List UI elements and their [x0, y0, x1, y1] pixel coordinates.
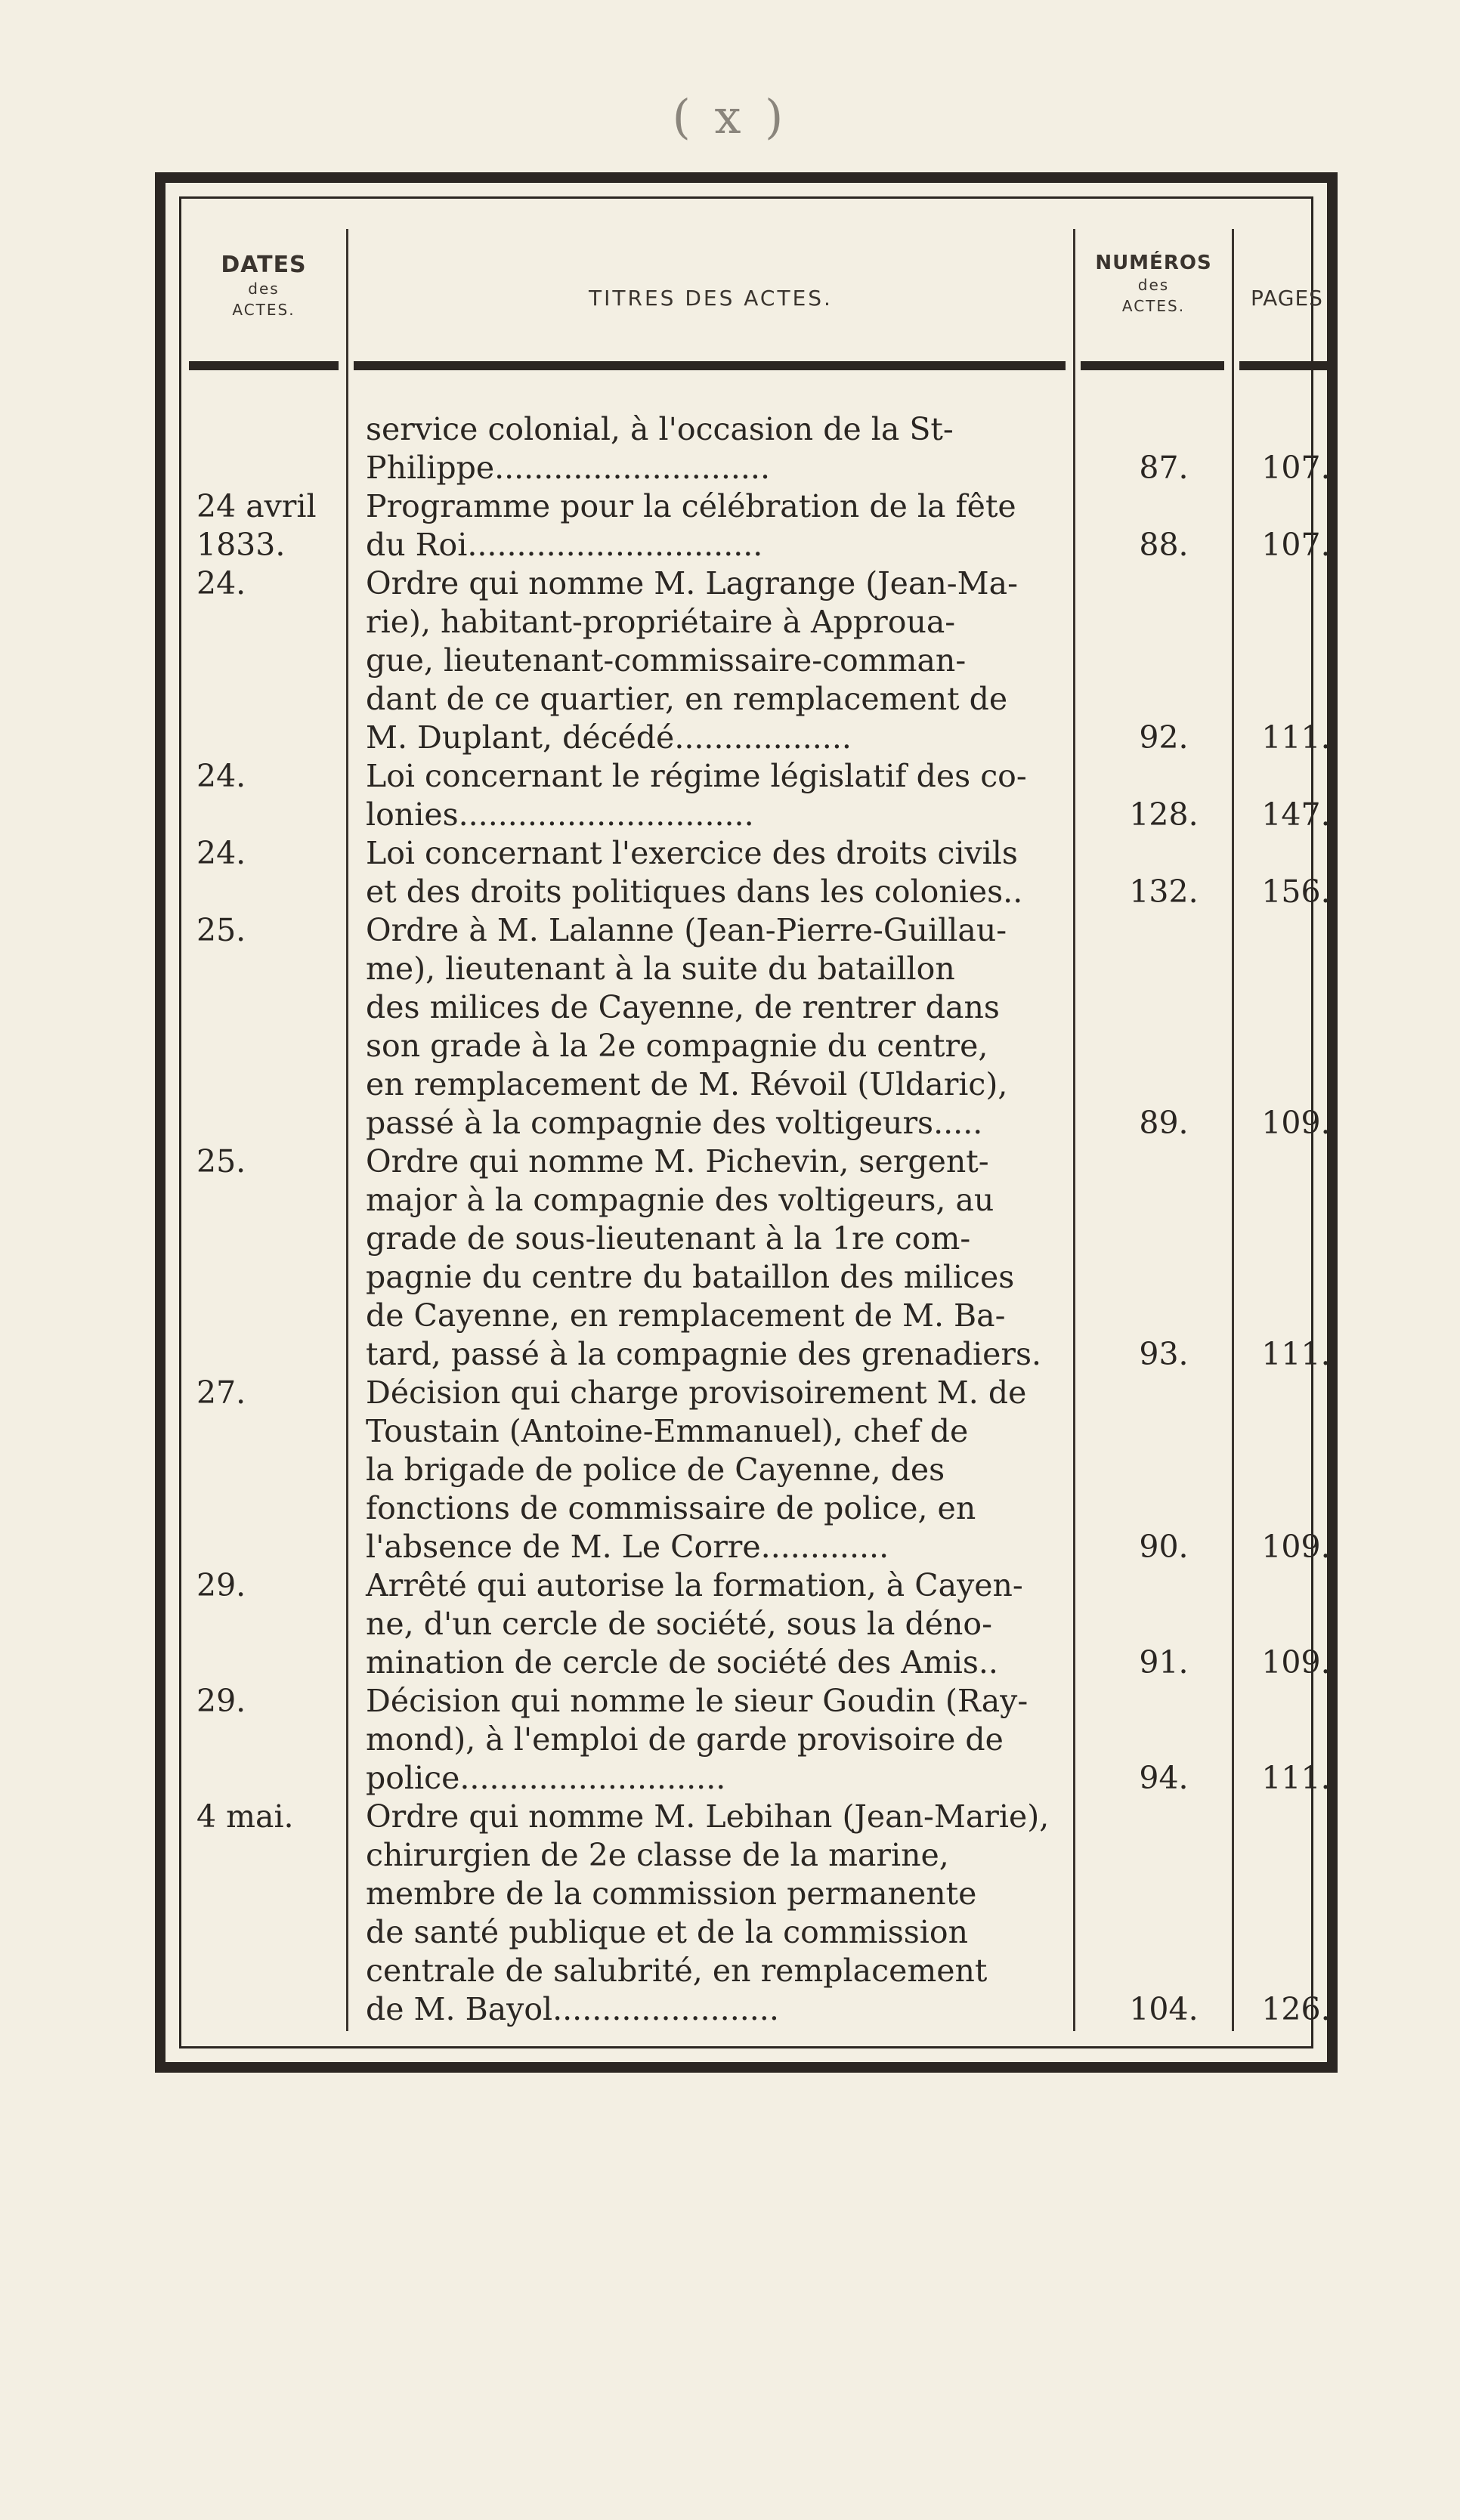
row-page: 111.	[1261, 719, 1331, 756]
row-number: 132.	[1129, 873, 1199, 910]
row-page: 156.	[1261, 873, 1331, 910]
header-numbers-sub1: des	[1137, 276, 1170, 294]
header-dates	[181, 252, 346, 320]
row-number: 104.	[1129, 1991, 1199, 2027]
row-date: 25.	[196, 1143, 246, 1180]
row-page: 111.	[1261, 1760, 1331, 1796]
row-date: 4 mai.	[196, 1798, 294, 1835]
row-date: 24.	[196, 758, 246, 794]
row-date: 24.	[196, 835, 246, 871]
header-pages-label: PAGES	[1251, 286, 1323, 311]
row-page: 126.	[1261, 1991, 1331, 2027]
row-page: 107.	[1261, 527, 1331, 563]
row-page: 147.	[1261, 796, 1331, 833]
row-number: 128.	[1129, 796, 1199, 833]
row-page: 111.	[1261, 1336, 1331, 1372]
row-title: Décision qui charge provisoirement M. de Toustain (Antoine-Emmanuel), chef de la brigade de police de Cayenne, des fonctions de commissaire de police, en l'absence de M. Le Corre.............	[366, 1374, 1027, 1565]
header-pages	[1234, 286, 1340, 311]
row-title: Loi concernant le régime législatif des co- lonies..............................	[366, 758, 1027, 833]
header-titles-label: TITRES DES ACTES.	[589, 286, 833, 311]
row-number: 88.	[1139, 527, 1189, 563]
row-title: Programme pour la célébration de la fête du Roi..............................	[366, 488, 1016, 563]
header-dates-main: DATES	[221, 252, 307, 278]
table-inner-border	[179, 196, 1331, 2048]
row-number: 92.	[1139, 719, 1189, 756]
header-numbers	[1075, 252, 1232, 317]
row-number: 91.	[1139, 1644, 1189, 1681]
row-number: 94.	[1139, 1760, 1189, 1796]
row-number: 87.	[1139, 450, 1189, 486]
header-dates-sub2: ACTES.	[232, 301, 295, 319]
row-title: service colonial, à l'occasion de la St- Philippe............................	[366, 411, 954, 486]
row-number: 89.	[1139, 1105, 1189, 1141]
row-page: 107.	[1261, 450, 1331, 486]
table-frame	[155, 172, 1338, 2073]
header-rule	[1239, 361, 1338, 370]
row-title: Ordre à M. Lalanne (Jean-Pierre-Guillau- me), lieutenant à la suite du bataillon des milices de Cayenne, de rentrer dans son grade à la 2e compagnie du centre, en remplacement de M. Révoil (Uldaric), passé à la compagnie des voltigeurs.....	[366, 912, 1008, 1141]
row-date: 29.	[196, 1567, 246, 1603]
header-titles	[348, 286, 1073, 311]
header-rule	[354, 361, 1066, 370]
row-title: Arrêté qui autorise la formation, à Cayen- ne, d'un cercle de société, sous la déno- mination de cercle de société des Amis..	[366, 1567, 1023, 1681]
row-date: 29.	[196, 1683, 246, 1719]
row-title: Ordre qui nomme M. Lagrange (Jean-Ma- rie), habitant-propriétaire à Approua- gue, lieutenant-commissaire-comman- dant de ce quartier, en remplacement de M. Duplant, décédé..................	[366, 565, 1018, 756]
header-rule	[189, 361, 339, 370]
row-date: 27.	[196, 1374, 246, 1411]
row-title: Loi concernant l'exercice des droits civils et des droits politiques dans les colonies..	[366, 835, 1023, 910]
column-divider	[1073, 229, 1075, 2031]
header-dates-sub1: des	[248, 280, 280, 298]
row-date: 25.	[196, 912, 246, 948]
header-numbers-main: NUMÉROS	[1095, 252, 1212, 274]
row-date: 24.	[196, 565, 246, 601]
row-number: 90.	[1139, 1529, 1189, 1565]
row-title: Décision qui nomme le sieur Goudin (Ray- mond), à l'emploi de garde provisoire de police...........................	[366, 1683, 1028, 1796]
row-title: Ordre qui nomme M. Pichevin, sergent- major à la compagnie des voltigeurs, au grade de sous-lieutenant à la 1re com- pagnie du centre du bataillon des milices de Cayenne, en remplacement de M. Ba- tard, passé à la compagnie des grenadiers.	[366, 1143, 1042, 1372]
page-number: ( x )	[672, 89, 788, 144]
column-divider	[346, 229, 348, 2031]
row-page: 109.	[1261, 1644, 1331, 1681]
header-rule	[1081, 361, 1224, 370]
row-number: 93.	[1139, 1336, 1189, 1372]
header-numbers-sub2: ACTES.	[1121, 297, 1186, 315]
row-date: 24 avril 1833.	[196, 488, 317, 563]
row-page: 109.	[1261, 1529, 1331, 1565]
row-title: Ordre qui nomme M. Lebihan (Jean-Marie), chirurgien de 2e classe de la marine, membre de la commission permanente de santé publique et de la commission centrale de salubrité, en remplacement de M. Bayol.......................	[366, 1798, 1050, 2027]
row-page: 109.	[1261, 1105, 1331, 1141]
